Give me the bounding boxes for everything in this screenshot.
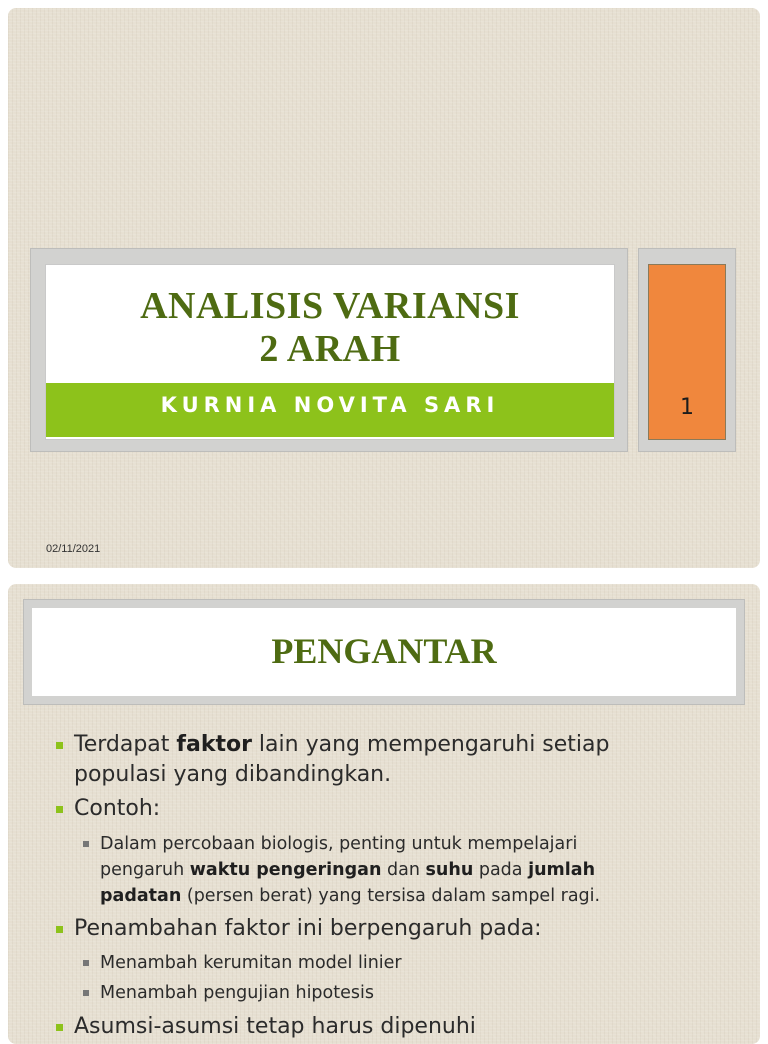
bullet-text: lain yang mempengaruhi setiap: [251, 732, 610, 757]
slide-date: 02/11/2021: [46, 543, 101, 555]
green-bullet-icon: [56, 806, 63, 813]
sub-bullet-text: pada: [473, 860, 529, 880]
green-bullet-icon: [56, 926, 63, 933]
sub-bullet-item: [100, 980, 710, 1006]
slide-title: [46, 285, 614, 371]
bullet-text: Terdapat: [74, 732, 177, 757]
slide-number: 1: [680, 395, 694, 420]
slide-1: [8, 8, 760, 568]
sub-bullet-text: Menambah pengujian hipotesis: [100, 983, 374, 1003]
sub-bullet-bold-text: suhu: [425, 860, 474, 880]
sub-bullet-bold-text: padatan: [100, 886, 182, 906]
title-frame: [30, 248, 628, 452]
subtitle-band: [46, 383, 614, 437]
slide-number-frame: [638, 248, 736, 452]
sub-bullet-text: Dalam percobaan biologis, penting untuk mempelajari: [100, 834, 578, 854]
bullet-item: [74, 794, 714, 824]
sub-bullet-bold-text: jumlah: [528, 860, 596, 880]
slide-heading: PENGANTAR: [271, 631, 497, 671]
green-bullet-icon: [56, 742, 63, 749]
bullet-text: Asumsi-asumsi tetap harus dipenuhi: [74, 1014, 476, 1039]
green-bullet-icon: [56, 1024, 63, 1031]
sub-bullet-text: Menambah kerumitan model linier: [100, 953, 402, 973]
gray-bullet-icon: [83, 841, 89, 847]
sub-bullet-text: pengaruh: [100, 860, 190, 880]
gray-bullet-icon: [83, 990, 89, 996]
slide-title-line2: 2 ARAH: [259, 328, 401, 370]
bullet-item: [74, 730, 714, 790]
title-box: [45, 264, 615, 440]
sub-bullet-bold-text: waktu pengeringan: [189, 860, 382, 880]
bullet-text: Contoh:: [74, 796, 161, 821]
bullet-item: [74, 1012, 714, 1042]
slide-number-box: [648, 264, 726, 440]
bullet-item: [74, 914, 714, 944]
slide-2: [8, 584, 760, 1044]
slide-content: [8, 584, 760, 1044]
bullet-bold-text: faktor: [176, 732, 252, 757]
bullet-text: populasi yang dibandingkan.: [74, 762, 392, 787]
bullet-text: Penambahan faktor ini berpengaruh pada:: [74, 916, 542, 941]
author-name: KURNIA NOVITA SARI: [160, 393, 500, 417]
sub-bullet-item: [100, 831, 710, 909]
gray-bullet-icon: [83, 960, 89, 966]
sub-bullet-item: [100, 950, 710, 976]
sub-bullet-text: (persen berat) yang tersisa dalam sampel ragi.: [181, 886, 601, 906]
sub-bullet-text: dan: [381, 860, 426, 880]
slide-title-line1: ANALISIS VARIANSI: [140, 285, 520, 327]
